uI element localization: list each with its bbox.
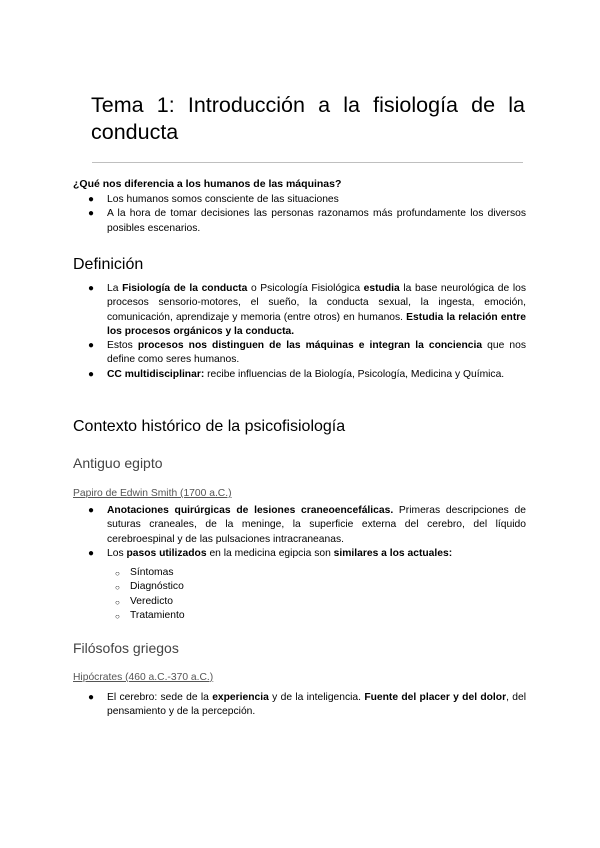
title-line-1: Tema 1: Introducción a la fisiología de la <box>91 93 525 117</box>
heading-griegos: Filósofos griegos <box>73 640 179 656</box>
title-line-2: conducta <box>91 120 179 144</box>
list-item: ○ Síntomas <box>73 566 526 580</box>
bullet-icon: ● <box>88 505 95 516</box>
list-item: ○ Diagnóstico <box>73 580 526 594</box>
definicion-list <box>73 282 526 382</box>
heading-definicion: Definición <box>73 256 144 273</box>
bullet-icon: ● <box>88 692 95 703</box>
circle-bullet-icon: ○ <box>115 611 120 621</box>
heading-contexto: Contexto histórico de la psicofisiología <box>73 418 346 435</box>
list-item: ● Anotaciones quirúrgicas de lesiones craneoencefálicas. Primeras descripciones de suturas craneales, de la meninge, la superficie externa del cerebro, del líquido cerebroespinal y de las pulsaciones intracraneanas. <box>88 505 526 545</box>
bullet-icon: ● <box>88 208 95 220</box>
list-item: ● La Fisiología de la conducta o Psicología Fisiológica estudia la base neurológica de los procesos sensorio-motores, el sueño, la conducta sexual, la ingesta, emoción, comunicación, aprendizaje y memoria (entre otros) en humanos. Estudia la relación entre los procesos orgánicos y la conducta. <box>88 283 526 337</box>
bullet-icon: ● <box>88 194 95 205</box>
list-item: ● A la hora de tomar decisiones las personas razonamos más profundamente los diversos posibles escenarios. <box>88 208 526 234</box>
intro-question: ¿Qué nos diferencia a los humanos de las máquinas? <box>73 178 342 190</box>
list-item: ● Estos procesos nos distinguen de las máquinas e integran la conciencia que nos define como seres humanos. <box>88 340 526 366</box>
page-title <box>91 92 525 146</box>
bullet-icon: ● <box>88 547 95 559</box>
circle-bullet-icon: ○ <box>115 569 120 578</box>
bullet-icon: ● <box>88 340 95 352</box>
source-link-hipocrates[interactable]: Hipócrates (460 a.C.-370 a.C.) <box>73 672 214 683</box>
source-link-edwin-smith[interactable]: Papiro de Edwin Smith (1700 a.C.) <box>73 488 232 499</box>
list-item: ● El cerebro: sede de la experiencia y de la inteligencia. Fuente del placer y del dolor, del pensamiento y de la percepción. <box>88 692 526 718</box>
horizontal-divider <box>92 162 523 163</box>
list-item: ○ Tratamiento <box>73 609 526 623</box>
bullet-icon: ● <box>88 283 95 294</box>
intro-list <box>73 193 526 236</box>
list-item: ● Los pasos utilizados en la medicina egipcia son similares a los actuales: <box>73 547 526 561</box>
circle-bullet-icon: ○ <box>115 583 120 593</box>
egipto-steps-list <box>73 566 526 623</box>
list-item: ○ Veredicto <box>73 595 526 609</box>
egipto-list <box>73 504 526 561</box>
bullet-icon: ● <box>88 368 95 380</box>
circle-bullet-icon: ○ <box>115 597 120 607</box>
list-item: ● CC multidisciplinar: recibe influencias de la Biología, Psicología, Medicina y Química. <box>73 368 526 382</box>
heading-egipto: Antiguo egipto <box>73 455 163 471</box>
list-item: ● Los humanos somos consciente de las situaciones <box>73 193 526 207</box>
griegos-list <box>73 691 526 720</box>
